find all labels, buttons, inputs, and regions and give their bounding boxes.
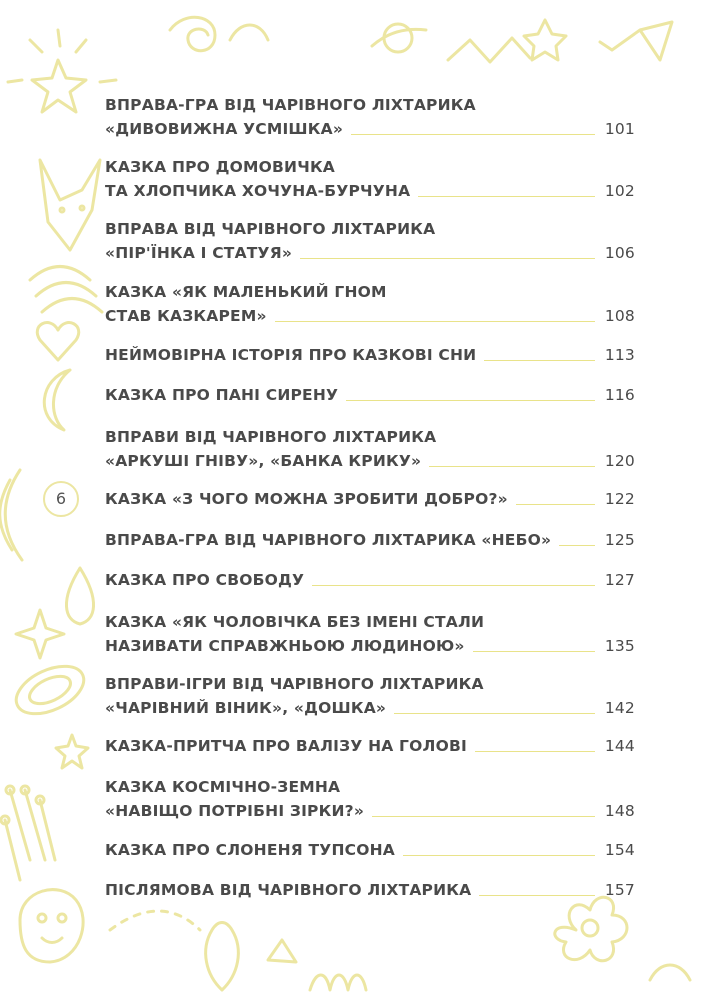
sun-doodle: [32, 60, 86, 112]
toc-entry-title: «ПІР'ЇНКА І СТАТУЯ»: [105, 244, 293, 262]
toc-page-number: 106: [604, 244, 635, 262]
toc-entry[interactable]: [105, 672, 635, 720]
toc-entry[interactable]: [105, 838, 635, 862]
toc-entry[interactable]: [105, 568, 635, 592]
toc-entry-title: ТА ХЛОПЧИКА ХОЧУНА-БУРЧУНА: [105, 182, 411, 200]
leader-line: [559, 545, 595, 546]
toc-entry-title: КАЗКА ПРО СЛОНЕНЯ ТУПСОНА: [105, 841, 395, 859]
toc-page-number: 102: [604, 182, 635, 200]
sparkle-doodle: [16, 610, 64, 658]
kite-doodle: [600, 22, 672, 60]
toc-page-number: 144: [604, 737, 635, 755]
toc-entry[interactable]: [105, 487, 635, 511]
leader-line: [479, 895, 594, 896]
toc-page-number: 148: [604, 802, 635, 820]
toc-entry-title: КАЗКА-ПРИТЧА ПРО ВАЛІЗУ НА ГОЛОВІ: [105, 737, 467, 755]
toc-entry[interactable]: [105, 217, 635, 265]
toc-page-number: 120: [604, 452, 635, 470]
toc-entry-title: КАЗКА «ЯК МАЛЕНЬКИЙ ГНОМ: [105, 283, 387, 301]
toc-entry-title: КАЗКА ПРО СВОБОДУ: [105, 571, 305, 589]
star-doodle: [524, 20, 566, 60]
leader-line: [394, 713, 595, 714]
toc-page-number: 113: [604, 346, 635, 364]
toc-entry-title: НЕЙМОВІРНА ІСТОРІЯ ПРО КАЗКОВІ СНИ: [105, 346, 477, 364]
face-doodle: [20, 890, 83, 962]
toc-page-number: 135: [604, 637, 635, 655]
toc-entry-title: ВПРАВИ ВІД ЧАРІВНОГО ЛІХТАРИКА: [105, 428, 437, 446]
drop-doodle: [66, 568, 93, 624]
toc-entry[interactable]: [105, 610, 635, 658]
toc-entry-title: «НАВІЩО ПОТРІБНІ ЗІРКИ?»: [105, 802, 365, 820]
leader-line: [312, 585, 595, 586]
leader-line: [473, 651, 595, 652]
toc-entry-title: «ДИВОВИЖНА УСМІШКА»: [105, 120, 344, 138]
fox-doodle: [40, 160, 100, 250]
toc-entry[interactable]: [105, 383, 635, 407]
toc-entry[interactable]: [105, 528, 635, 552]
pin-doodle: [206, 923, 239, 991]
toc-entry[interactable]: [105, 775, 635, 823]
toc-entry[interactable]: [105, 155, 635, 203]
toc-page-number: 154: [604, 841, 635, 859]
toc-entry[interactable]: [105, 734, 635, 758]
toc-entry[interactable]: [105, 425, 635, 473]
leader-line: [372, 816, 595, 817]
toc-entry-title: ПІСЛЯМОВА ВІД ЧАРІВНОГО ЛІХТАРИКА: [105, 881, 472, 899]
leader-line: [475, 751, 595, 752]
toc-page-number: 116: [604, 386, 635, 404]
leader-line: [418, 196, 595, 197]
toc-entry[interactable]: [105, 343, 635, 367]
toc-page-number: 108: [604, 307, 635, 325]
zigzag-doodle: [448, 38, 530, 62]
galaxy-doodle: [9, 657, 91, 724]
leader-line: [351, 134, 595, 135]
leader-line: [300, 258, 595, 259]
toc-entry-title: КАЗКА «ЯК ЧОЛОВІЧКА БЕЗ ІМЕНІ СТАЛИ: [105, 613, 485, 631]
toc-page-number: 157: [604, 881, 635, 899]
flower-doodle: [555, 897, 627, 960]
heart-doodle: [37, 323, 78, 360]
leader-line: [275, 321, 595, 322]
leader-line: [516, 504, 595, 505]
toc-entry-title: ВПРАВА-ГРА ВІД ЧАРІВНОГО ЛІХТАРИКА «НЕБО»: [105, 531, 552, 549]
toc-entry-title: СТАВ КАЗКАРЕМ»: [105, 307, 267, 325]
toc-page-number: 142: [604, 699, 635, 717]
leader-line: [346, 400, 595, 401]
toc-entry-title: КАЗКА ПРО ДОМОВИЧКА: [105, 158, 336, 176]
swirl-doodle: [170, 17, 215, 50]
toc-entry-title: ВПРАВА ВІД ЧАРІВНОГО ЛІХТАРИКА: [105, 220, 436, 238]
toc-entry[interactable]: [105, 280, 635, 328]
toc-entry-title: «АРКУШІ ГНІВУ», «БАНКА КРИКУ»: [105, 452, 422, 470]
moon-doodle: [44, 370, 70, 430]
toc-entry-title: НАЗИВАТИ СПРАВЖНЬОЮ ЛЮДИНОЮ»: [105, 637, 465, 655]
toc-entry-title: КАЗКА «З ЧОГО МОЖНА ЗРОБИТИ ДОБРО?»: [105, 490, 508, 508]
toc-page-number: 125: [604, 531, 635, 549]
planet-doodle: [384, 24, 412, 52]
toc-entry-title: «ЧАРІВНИЙ ВІНИК», «ДОШКА»: [105, 699, 387, 717]
page-number-badge: 6: [43, 481, 79, 517]
toc-entry-title: КАЗКА КОСМІЧНО-ЗЕМНА: [105, 778, 341, 796]
leader-line: [429, 466, 595, 467]
toc-page-number: 127: [604, 571, 635, 589]
toc-entry[interactable]: [105, 93, 635, 141]
toc-entry-title: ВПРАВА-ГРА ВІД ЧАРІВНОГО ЛІХТАРИКА: [105, 96, 476, 114]
toc-page-number: 122: [604, 490, 635, 508]
toc-page-number: 101: [604, 120, 635, 138]
toc-entry-title: ВПРАВИ-ІГРИ ВІД ЧАРІВНОГО ЛІХТАРИКА: [105, 675, 484, 693]
leader-line: [484, 360, 594, 361]
leader-line: [403, 855, 595, 856]
toc-entry-title: КАЗКА ПРО ПАНІ СИРЕНУ: [105, 386, 339, 404]
toc-entry[interactable]: [105, 878, 635, 902]
